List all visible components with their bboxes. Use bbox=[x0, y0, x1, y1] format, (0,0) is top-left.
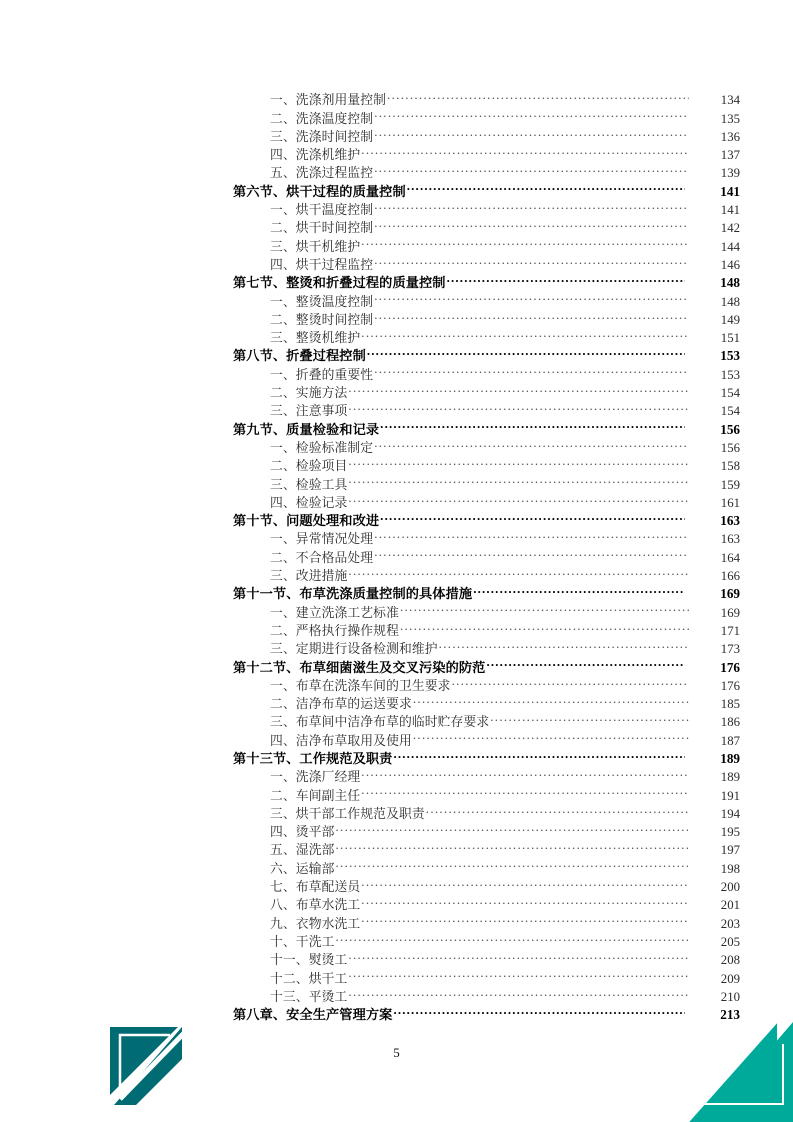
toc-entry[interactable] bbox=[0, 104, 793, 126]
toc-leader-dots bbox=[335, 836, 689, 854]
toc-entry[interactable] bbox=[0, 360, 793, 382]
toc-entry[interactable] bbox=[0, 287, 793, 309]
toc-entry-label: 第十一节、布草洗涤质量控制的具体措施 bbox=[233, 586, 473, 602]
toc-entry-page-number: 158 bbox=[720, 459, 740, 474]
toc-entry-label: 五、湿洗部 bbox=[270, 843, 335, 858]
toc-entry-label: 第十节、问题处理和改进 bbox=[233, 513, 380, 529]
toc-leader-dots bbox=[348, 397, 689, 415]
toc-entry[interactable] bbox=[0, 983, 793, 1004]
toc-entry-label: 三、烘干部工作规范及职责 bbox=[270, 806, 425, 821]
toc-leader-dots bbox=[374, 251, 689, 269]
toc-entry[interactable] bbox=[0, 928, 793, 949]
toc-entry[interactable] bbox=[0, 489, 793, 510]
toc-entry-label: 十二、烘干工 bbox=[270, 971, 348, 986]
toc-leader-dots bbox=[374, 434, 689, 452]
toc-entry[interactable] bbox=[0, 397, 793, 419]
toc-entry[interactable] bbox=[0, 800, 793, 821]
toc-entry-label: 二、洁净布草的运送要求 bbox=[270, 697, 412, 712]
page-number: 5 bbox=[393, 1045, 400, 1060]
toc-leader-dots bbox=[361, 763, 689, 781]
toc-entry-label: 二、洗涤温度控制 bbox=[270, 111, 374, 126]
toc-entry-page-number: 156 bbox=[720, 421, 740, 437]
toc-leader-dots bbox=[374, 287, 689, 305]
toc-entry[interactable] bbox=[0, 1001, 793, 1023]
toc-entry[interactable] bbox=[0, 324, 793, 346]
toc-entry-page-number: 185 bbox=[720, 697, 740, 712]
toc-leader-dots bbox=[374, 306, 689, 324]
toc-entry-label: 四、洗涤机维护 bbox=[270, 148, 361, 163]
toc-leader-dots bbox=[348, 379, 689, 397]
toc-entry[interactable] bbox=[0, 434, 793, 455]
toc-entry[interactable] bbox=[0, 818, 793, 840]
toc-entry-page-number: 171 bbox=[720, 623, 740, 638]
toc-entry-page-number: 139 bbox=[720, 166, 740, 181]
toc-entry-label: 一、洗涤厂经理 bbox=[270, 770, 361, 785]
toc-entry-label: 二、检验项目 bbox=[270, 459, 348, 474]
toc-entry-label: 九、衣物水洗工 bbox=[270, 916, 361, 931]
toc-entry-page-number: 209 bbox=[720, 971, 740, 986]
toc-entry-label: 一、烘干温度控制 bbox=[270, 203, 374, 218]
toc-entry-page-number: 156 bbox=[720, 440, 740, 455]
toc-entry-page-number: 205 bbox=[720, 934, 740, 949]
toc-entry[interactable] bbox=[0, 452, 793, 474]
toc-leader-dots bbox=[400, 617, 689, 635]
toc-entry-page-number: 141 bbox=[720, 203, 740, 218]
toc-entry-label: 三、布草间中洁净布草的临时贮存要求 bbox=[270, 715, 490, 730]
toc-entry-label: 三、注意事项 bbox=[270, 404, 348, 419]
toc-leader-dots bbox=[426, 800, 689, 818]
toc-entry[interactable] bbox=[0, 781, 793, 803]
toc-leader-dots bbox=[361, 781, 689, 799]
toc-entry[interactable] bbox=[0, 159, 793, 181]
toc-entry-label: 二、不合格品处理 bbox=[270, 550, 374, 565]
toc-leader-dots bbox=[361, 232, 689, 250]
toc-leader-dots bbox=[361, 873, 689, 891]
toc-entry-page-number: 198 bbox=[720, 861, 740, 876]
toc-entry-page-number: 200 bbox=[720, 880, 740, 895]
toc-leader-dots bbox=[374, 543, 689, 561]
toc-entry[interactable] bbox=[0, 251, 793, 272]
toc-leader-dots bbox=[374, 525, 689, 543]
toc-leader-dots bbox=[374, 104, 689, 122]
toc-entry[interactable] bbox=[0, 177, 793, 199]
toc-leader-dots bbox=[447, 269, 685, 287]
toc-leader-dots bbox=[348, 470, 689, 488]
toc-entry-page-number: 164 bbox=[720, 550, 740, 565]
toc-leader-dots bbox=[374, 159, 689, 177]
toc-leader-dots bbox=[348, 964, 689, 982]
toc-entry-page-number: 195 bbox=[720, 825, 740, 840]
toc-leader-dots bbox=[361, 324, 689, 342]
toc-entry[interactable] bbox=[0, 507, 793, 529]
toc-leader-dots bbox=[335, 854, 689, 872]
toc-entry-page-number: 135 bbox=[720, 111, 740, 126]
toc-entry-page-number: 166 bbox=[720, 569, 740, 584]
toc-entry-page-number: 161 bbox=[720, 495, 740, 510]
toc-entry-label: 第七节、整烫和折叠过程的质量控制 bbox=[233, 275, 446, 291]
toc-leader-dots bbox=[380, 415, 685, 433]
toc-leader-dots bbox=[407, 177, 685, 195]
toc-entry-page-number: 148 bbox=[720, 294, 740, 309]
toc-entry-page-number: 163 bbox=[720, 532, 740, 547]
toc-leader-dots bbox=[452, 672, 689, 690]
toc-entry-page-number: 134 bbox=[720, 93, 740, 108]
toc-entry-page-number: 197 bbox=[720, 843, 740, 858]
toc-entry-label: 一、异常情况处理 bbox=[270, 532, 374, 547]
toc-leader-dots bbox=[348, 946, 689, 964]
toc-leader-dots bbox=[335, 818, 689, 836]
toc-leader-dots bbox=[348, 452, 689, 470]
toc-entry[interactable] bbox=[0, 86, 793, 108]
toc-entry[interactable] bbox=[0, 379, 793, 401]
toc-entry-page-number: 153 bbox=[720, 367, 740, 382]
toc-entry-label: 三、整烫机维护 bbox=[270, 331, 361, 346]
toc-leader-dots bbox=[413, 690, 689, 708]
toc-entry-label: 一、检验标准制定 bbox=[270, 440, 374, 455]
toc-leader-dots bbox=[361, 891, 689, 909]
toc-entry-page-number: 153 bbox=[720, 348, 740, 364]
toc-entry-label: 二、车间副主任 bbox=[270, 788, 361, 803]
toc-entry-page-number: 187 bbox=[720, 733, 740, 748]
toc-leader-dots bbox=[374, 196, 689, 214]
toc-entry[interactable] bbox=[0, 909, 793, 931]
toc-entry-page-number: 154 bbox=[720, 386, 740, 401]
toc-entry-page-number: 169 bbox=[720, 605, 740, 620]
toc-leader-dots bbox=[348, 983, 689, 1001]
toc-entry-page-number: 149 bbox=[720, 312, 740, 327]
toc-entry-page-number: 173 bbox=[720, 642, 740, 657]
toc-entry[interactable] bbox=[0, 415, 793, 437]
toc-entry-label: 七、布草配送员 bbox=[270, 880, 361, 895]
toc-leader-dots bbox=[439, 635, 689, 653]
toc-entry-page-number: 189 bbox=[720, 750, 740, 766]
toc-leader-dots bbox=[335, 928, 689, 946]
toc-entry-page-number: 163 bbox=[720, 513, 740, 529]
toc-entry-label: 三、改进措施 bbox=[270, 569, 348, 584]
toc-entry-page-number: 142 bbox=[720, 221, 740, 236]
toc-entry[interactable] bbox=[0, 562, 793, 584]
toc-entry-label: 四、烘干过程监控 bbox=[270, 257, 374, 272]
toc-leader-dots bbox=[380, 507, 685, 525]
toc-entry-page-number: 144 bbox=[720, 239, 740, 254]
toc-entry-label: 四、烫平部 bbox=[270, 825, 335, 840]
toc-entry-label: 一、洗涤剂用量控制 bbox=[270, 93, 387, 108]
toc-entry[interactable] bbox=[0, 141, 793, 163]
toc-entry[interactable] bbox=[0, 269, 793, 291]
toc-entry-label: 一、布草在洗涤车间的卫生要求 bbox=[270, 678, 451, 693]
toc-entry-label: 十一、熨烫工 bbox=[270, 953, 348, 968]
toc-leader-dots bbox=[348, 489, 689, 507]
toc-entry-label: 四、洁净布草取用及使用 bbox=[270, 733, 412, 748]
toc-entry-label: 二、烘干时间控制 bbox=[270, 221, 374, 236]
toc-entry-label: 三、洗涤时间控制 bbox=[270, 129, 374, 144]
toc-entry-page-number: 159 bbox=[720, 477, 740, 492]
toc-entry-label: 二、实施方法 bbox=[270, 386, 348, 401]
toc-entry[interactable] bbox=[0, 196, 793, 218]
toc-entry[interactable] bbox=[0, 836, 793, 858]
toc-entry-page-number: 146 bbox=[720, 257, 740, 272]
toc-entry[interactable] bbox=[0, 854, 793, 876]
toc-leader-dots bbox=[393, 1001, 685, 1019]
toc-entry[interactable] bbox=[0, 964, 793, 986]
toc-entry[interactable] bbox=[0, 543, 793, 565]
toc-leader-dots bbox=[486, 653, 685, 671]
toc-entry-label: 十三、平烫工 bbox=[270, 989, 348, 1004]
toc-entry-page-number: 186 bbox=[720, 715, 740, 730]
toc-entry-page-number: 203 bbox=[720, 916, 740, 931]
footer-logo-right-icon bbox=[665, 1022, 793, 1122]
toc-leader-dots bbox=[367, 342, 685, 360]
toc-entry-label: 三、定期进行设备检测和维护 bbox=[270, 642, 438, 657]
toc-entry-label: 二、严格执行操作规程 bbox=[270, 623, 399, 638]
toc-leader-dots bbox=[374, 214, 689, 232]
toc-entry-label: 三、检验工具 bbox=[270, 477, 348, 492]
toc-entry[interactable] bbox=[0, 873, 793, 895]
toc-leader-dots bbox=[393, 745, 685, 763]
toc-entry[interactable] bbox=[0, 470, 793, 492]
toc-entry-page-number: 176 bbox=[720, 678, 740, 693]
toc-leader-dots bbox=[490, 708, 689, 726]
toc-entry-label: 五、洗涤过程监控 bbox=[270, 166, 374, 181]
toc-entry-label: 第八节、折叠过程控制 bbox=[233, 348, 366, 364]
toc-entry-page-number: 201 bbox=[720, 898, 740, 913]
toc-entry-label: 八、布草水洗工 bbox=[270, 898, 361, 913]
toc-entry-label: 第十二节、布草细菌滋生及交叉污染的防范 bbox=[233, 659, 486, 675]
toc-entry[interactable] bbox=[0, 580, 793, 602]
toc-entry-label: 十、干洗工 bbox=[270, 934, 335, 949]
toc-entry-page-number: 148 bbox=[720, 275, 740, 291]
toc-entry-label: 四、检验记录 bbox=[270, 495, 348, 510]
toc-entry[interactable] bbox=[0, 763, 793, 785]
toc-entry-page-number: 208 bbox=[720, 953, 740, 968]
table-of-contents bbox=[0, 86, 793, 1023]
toc-leader-dots bbox=[413, 726, 689, 744]
toc-entry-label: 一、折叠的重要性 bbox=[270, 367, 374, 382]
toc-entry-page-number: 176 bbox=[720, 659, 740, 675]
toc-entry[interactable] bbox=[0, 232, 793, 254]
toc-entry-page-number: 210 bbox=[720, 989, 740, 1004]
toc-entry-page-number: 136 bbox=[720, 129, 740, 144]
toc-entry-label: 第八章、安全生产管理方案 bbox=[233, 1007, 393, 1023]
toc-leader-dots bbox=[374, 123, 689, 141]
toc-entry-page-number: 169 bbox=[720, 586, 740, 602]
toc-entry[interactable] bbox=[0, 745, 793, 766]
toc-leader-dots bbox=[361, 909, 689, 927]
toc-entry-label: 三、烘干机维护 bbox=[270, 239, 361, 254]
toc-entry-page-number: 194 bbox=[720, 806, 740, 821]
toc-entry-page-number: 191 bbox=[720, 788, 740, 803]
toc-leader-dots bbox=[387, 86, 689, 104]
toc-entry-label: 六、运输部 bbox=[270, 861, 335, 876]
toc-entry-label: 一、建立洗涤工艺标准 bbox=[270, 605, 399, 620]
toc-entry-page-number: 141 bbox=[720, 183, 740, 199]
toc-entry-label: 第十三节、工作规范及职责 bbox=[233, 750, 393, 766]
toc-leader-dots bbox=[348, 562, 689, 580]
toc-entry[interactable] bbox=[0, 214, 793, 236]
toc-entry[interactable] bbox=[0, 525, 793, 547]
footer-logo-left-icon bbox=[108, 1025, 192, 1109]
toc-leader-dots bbox=[400, 598, 689, 616]
toc-entry-page-number: 189 bbox=[720, 770, 740, 785]
toc-entry[interactable] bbox=[0, 946, 793, 968]
toc-entry-label: 一、整烫温度控制 bbox=[270, 294, 374, 309]
toc-leader-dots bbox=[374, 360, 689, 378]
toc-entry-label: 第九节、质量检验和记录 bbox=[233, 421, 380, 437]
toc-entry[interactable] bbox=[0, 123, 793, 144]
toc-entry-page-number: 137 bbox=[720, 148, 740, 163]
toc-entry-label: 第六节、烘干过程的质量控制 bbox=[233, 183, 406, 199]
toc-entry-page-number: 154 bbox=[720, 404, 740, 419]
toc-entry[interactable] bbox=[0, 306, 793, 327]
toc-entry[interactable] bbox=[0, 342, 793, 364]
toc-entry-label: 二、整烫时间控制 bbox=[270, 312, 374, 327]
toc-entry-page-number: 151 bbox=[720, 331, 740, 346]
toc-leader-dots bbox=[473, 580, 685, 598]
toc-entry[interactable] bbox=[0, 891, 793, 913]
toc-entry-page-number: 213 bbox=[720, 1007, 740, 1023]
toc-leader-dots bbox=[361, 141, 689, 159]
